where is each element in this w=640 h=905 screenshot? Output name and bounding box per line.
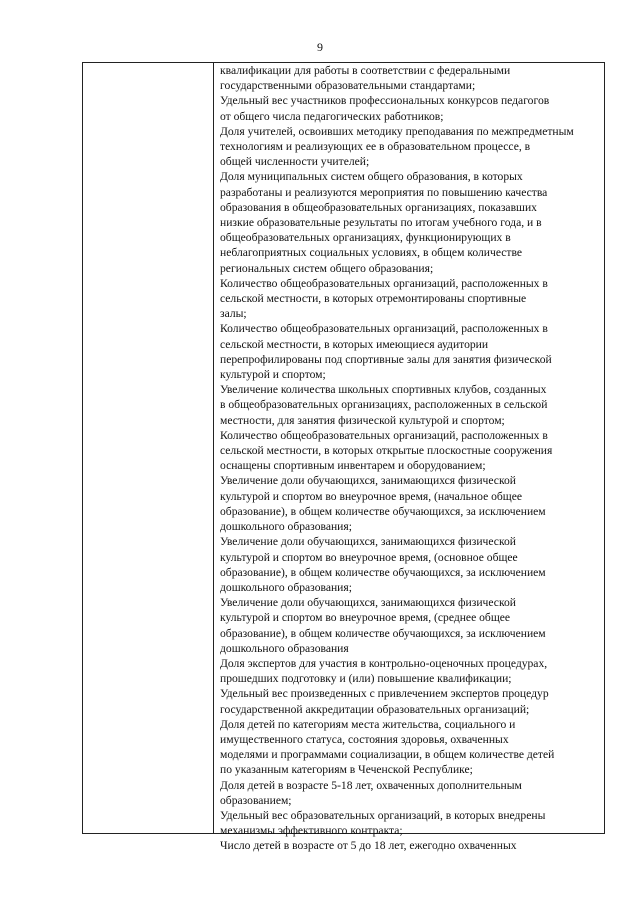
text-line: общеобразовательных организациях, функционирующих в [220,231,511,245]
text-line: залы; [220,307,247,321]
page-number: 9 [317,40,323,54]
text-line: в общеобразовательных организациях, расположенных в сельской [220,398,548,412]
text-line: прошедших подготовку и (или) повышение квалификации; [220,672,512,686]
text-line: Увеличение доли обучающихся, занимающихся физической [220,474,516,488]
table-left-cell [83,63,214,833]
text-line: механизмы эффективного контракта; [220,824,403,838]
text-line: дошкольного образования; [220,580,352,594]
text-line: Увеличение доли обучающихся, занимающихся физической [220,596,516,610]
text-line: от общего числа педагогических работников; [220,109,444,123]
text-line: неблагоприятных социальных условиях, в общем количестве [220,246,523,260]
text-line: региональных систем общего образования; [220,261,434,275]
table-right-cell [214,63,604,853]
text-line: технологиям и реализующих ее в образовательном процессе, в [220,140,531,154]
text-line: Доля детей по категориям места жительства, социального и [220,717,516,731]
text-line: Удельный вес образовательных организаций, в которых внедрены [220,808,546,822]
text-line: Количество общеобразовательных организаций, расположенных в [220,322,548,336]
text-line: по указанным категориям в Чеченской Республике; [220,763,473,777]
document-table [82,62,605,853]
text-line: Количество общеобразовательных организаций, расположенных в [220,428,548,442]
text-line: Доля детей в возрасте 5-18 лет, охваченных дополнительным [220,778,522,792]
text-line: низкие образовательные результаты по итогам учебного года, и в [220,216,542,230]
text-line: местности, для занятия физической культурой и спортом; [220,413,505,427]
text-line: перепрофилированы под спортивные залы для занятия физической [220,352,552,366]
text-line: Увеличение количества школьных спортивных клубов, созданных [220,383,547,397]
text-line: Количество общеобразовательных организаций, расположенных в [220,276,548,290]
text-line: культурой и спортом; [220,368,326,382]
text-line: Число детей в возрасте от 5 до 18 лет, ежегодно охваченных [220,839,517,853]
text-line: оснащены спортивным инвентарем и оборудованием; [220,459,486,473]
text-line: общей численности учителей; [220,155,370,169]
text-line: Доля учителей, освоивших методику преподавания по межпредметным [220,124,574,138]
text-line: образование), в общем количестве обучающихся, за исключением [220,565,546,579]
text-line: образование), в общем количестве обучающихся, за исключением [220,626,546,640]
text-line: Удельный вес участников профессиональных конкурсов педагогов [220,94,550,108]
text-line: дошкольного образования [220,641,349,655]
text-line: Доля муниципальных систем общего образования, в которых [220,170,523,184]
text-line: Удельный вес произведенных с привлечением экспертов процедур [220,687,549,701]
text-line: сельской местности, в которых отремонтированы спортивные [220,292,527,306]
text-line: Увеличение доли обучающихся, занимающихся физической [220,535,516,549]
text-line: культурой и спортом во внеурочное время, (начальное общее [220,489,523,503]
text-line: образованием; [220,793,292,807]
text-line: сельской местности, в которых открытые плоскостные сооружения [220,444,553,458]
text-line: сельской местности, в которых имеющиеся аудитории [220,337,489,351]
text-line: имущественного статуса, состояния здоровья, охваченных [220,732,509,746]
text-line: культурой и спортом во внеурочное время, (основное общее [220,550,518,564]
text-line: образование), в общем количестве обучающихся, за исключением [220,504,546,518]
text-line: моделями и программами социализации, в общем количестве детей [220,748,555,762]
text-line: разработаны и реализуются мероприятия по повышению качества [220,185,548,199]
text-line: квалификации для работы в соответствии с федеральными [220,64,511,77]
text-line: государственной аккредитации образовательных организаций; [220,702,530,716]
text-line: дошкольного образования; [220,520,352,534]
text-line: государственными образовательными стандартами; [220,79,476,93]
text-line: Доля экспертов для участия в контрольно-оценочных процедурах, [220,656,548,670]
text-line: культурой и спортом во внеурочное время, (среднее общее [220,611,511,625]
text-line: образования в общеобразовательных организациях, показавших [220,200,537,214]
